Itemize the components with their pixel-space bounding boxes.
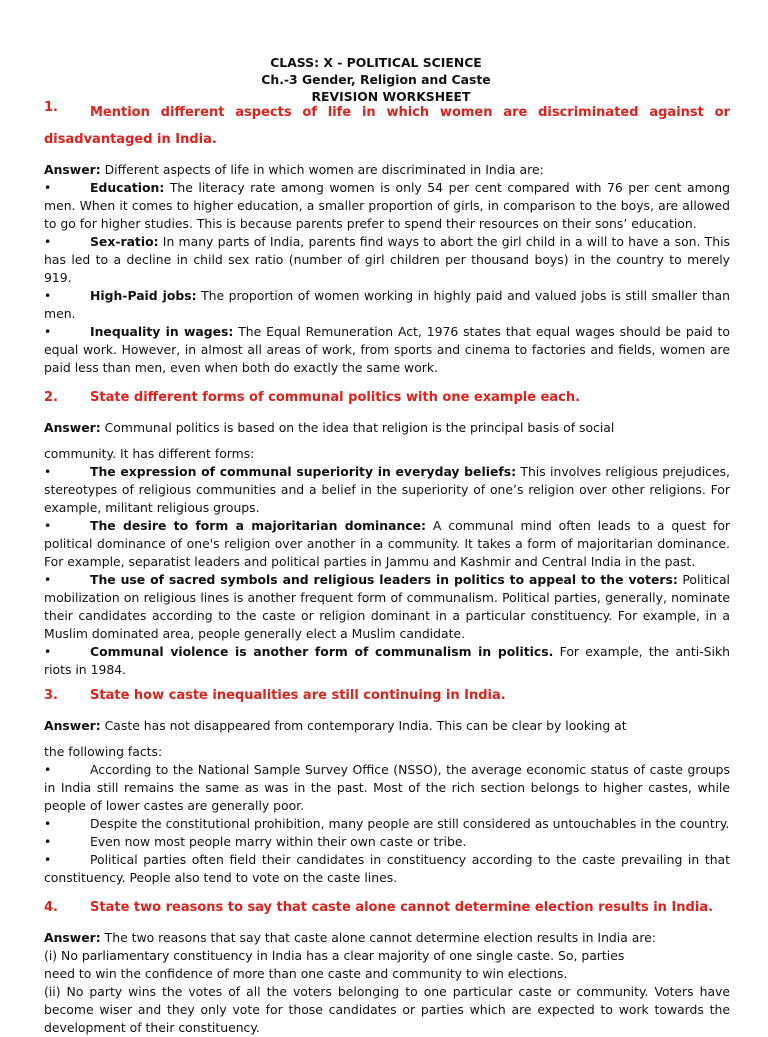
list-item [44, 233, 730, 287]
bullet-icon: • [44, 288, 52, 303]
answer-4-point-1a: (i) No parliamentary constituency in India has a clear majority of one single caste. So, parties [44, 948, 625, 963]
bullet-title: The expression of communal superiority in everyday beliefs: [90, 464, 517, 479]
chapter-title: Ch.-3 Gender, Religion and Caste [261, 72, 491, 87]
list-item [44, 287, 730, 323]
bullet-title: Inequality in wages: [90, 324, 234, 339]
worksheet-page [44, 54, 730, 1037]
question-text: Mention different aspects of life in which women are discriminated against or disadvantaged in India. [44, 105, 730, 147]
bullet-icon: • [44, 852, 52, 867]
bullet-text: Despite the constitutional prohibition, many people are still considered as untouchables in the country. [90, 816, 730, 831]
bullet-text: A communal mind often leads to a quest for political dominance of one's religion over another in a community. It takes a form of majoritarian dominance. For example, separatist leaders and political parties in Jammu and Kashmir and Central India in the past. [44, 518, 730, 569]
question-text: State different forms of communal politics with one example each. [90, 390, 581, 405]
list-item [44, 323, 730, 377]
bullet-title: Sex-ratio: [90, 234, 159, 249]
bullet-title: Education: [90, 180, 165, 195]
answer-label: Answer: [44, 420, 101, 435]
bullet-icon: • [44, 572, 52, 587]
bullet-text: According to the National Sample Survey Office (NSSO), the average economic status of caste groups in India still remains the same as was in the past. Most of the rich section belongs to higher castes, while people of lower castes are generally poor. [44, 762, 730, 813]
bullet-title: Communal violence is another form of communalism in politics. [90, 644, 554, 659]
answer-2-intro [44, 419, 730, 437]
bullet-title: The desire to form a majoritarian dominance: [90, 518, 427, 533]
bullet-icon: • [44, 762, 52, 777]
bullet-icon: • [44, 234, 52, 249]
class-title: CLASS: X - POLITICAL SCIENCE [270, 55, 482, 70]
bullet-title: The use of sacred symbols and religious leaders in politics to appeal to the voters: [90, 572, 678, 587]
bullet-text: In many parts of India, parents find ways to abort the girl child in a will to have a son. This has led to a decline in child sex ratio (number of girl children per thousand boys) in the country to merely 919. [44, 234, 730, 285]
answer-text: Communal politics is based on the idea that religion is the principal basis of social [100, 420, 615, 435]
bullet-text: Even now most people marry within their own caste or tribe. [90, 834, 467, 849]
list-item [44, 463, 730, 517]
bullet-icon: • [44, 180, 52, 195]
answer-text: The two reasons that say that caste alone cannot determine election results in India are: [100, 930, 656, 945]
bullet-icon: • [44, 324, 52, 339]
list-item [44, 833, 730, 851]
list-item [44, 761, 730, 815]
bullet-text: This involves religious prejudices, stereotypes of religious communities and a belief in the superiority of one’s religion over other religions. For example, militant religious groups. [44, 464, 730, 515]
answer-3-intro [44, 717, 730, 735]
bullet-icon: • [44, 518, 52, 533]
answer-4-point-1b: need to win the confidence of more than one caste and community to win elections. [44, 966, 568, 981]
answer-label: Answer: [44, 718, 101, 733]
answer-1-intro [44, 161, 730, 179]
bullet-text: Political mobilization on religious lines is another frequent form of communalism. Political parties, generally, nominate their candidates according to the caste or religion dominant in a particular constituency. For example, in a Muslim dominated area, people generally elect a Muslim candidate. [44, 572, 730, 641]
answer-text: Caste has not disappeared from contemporary India. This can be clear by looking at [100, 718, 627, 733]
question-text: State two reasons to say that caste alone cannot determine election results in India. [90, 900, 714, 915]
bullet-text: For example, the anti-Sikh riots in 1984. [44, 644, 731, 677]
question-3 [44, 687, 730, 705]
answer-text: Different aspects of life in which women are discriminated in India are: [100, 162, 544, 177]
bullet-icon: • [44, 464, 52, 479]
bullet-icon: • [44, 816, 52, 831]
question-text: State how caste inequalities are still continuing in India. [90, 688, 506, 703]
question-1 [44, 99, 730, 153]
bullet-text: Political parties often field their candidates in constituency according to the caste prevailing in that constituency. People also tend to vote on the caste lines. [44, 852, 730, 885]
answer-3-continued: the following facts: [44, 744, 163, 759]
question-4 [44, 899, 730, 917]
question-2 [44, 389, 730, 407]
bullet-text: The Equal Remuneration Act, 1976 states that equal wages should be paid to equal work. However, in almost all areas of work, from sports and cinema to factories and fields, women are paid less than men, even when both do exactly the same work. [44, 324, 730, 375]
bullet-icon: • [44, 834, 52, 849]
question-number: 3. [44, 688, 58, 703]
question-number: 4. [44, 900, 58, 915]
question-number: 1. [44, 100, 58, 115]
list-item [44, 517, 730, 571]
list-item [44, 179, 730, 233]
bullet-icon: • [44, 644, 52, 659]
answer-label: Answer: [44, 930, 101, 945]
worksheet-header [44, 54, 730, 105]
bullet-text: The literacy rate among women is only 54 per cent compared with 76 per cent among men. When it comes to higher education, a smaller proportion of girls, in comparison to the boys, are allowed to go for higher studies. This is because parents prefer to spend their resources on their sons’ education. [44, 180, 730, 231]
bullet-title: High-Paid jobs: [90, 288, 197, 303]
list-item [44, 851, 730, 887]
worksheet-title: REVISION WORKSHEET [311, 89, 471, 104]
list-item [44, 643, 730, 679]
bullet-text: The proportion of women working in highly paid and valued jobs is still smaller than men. [44, 288, 730, 321]
answer-label: Answer: [44, 162, 101, 177]
question-number: 2. [44, 390, 58, 405]
list-item [44, 571, 730, 643]
list-item [44, 815, 730, 833]
answer-4-intro [44, 929, 730, 947]
answer-4-point-2: (ii) No party wins the votes of all the voters belonging to one particular caste or community. Voters have become wiser and they only vote for those candidates or parties which are expected to work towards the development of their constituency. [44, 984, 730, 1035]
answer-2-continued: community. It has different forms: [44, 446, 255, 461]
